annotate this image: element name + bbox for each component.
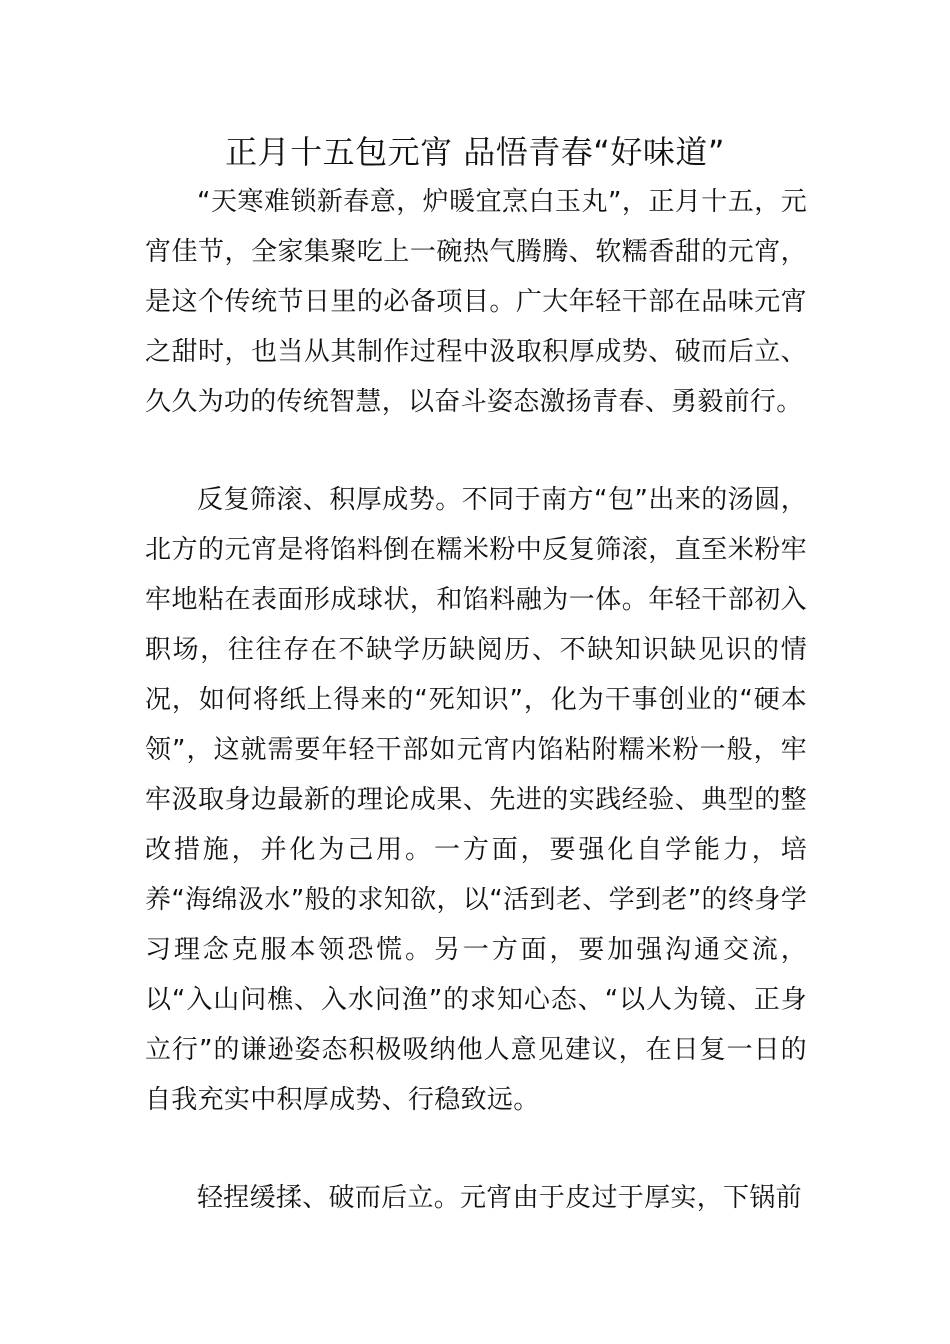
paragraph-section-2: 轻捏缓揉、破而后立。元宵由于皮过于厚实，下锅前: [197, 1183, 802, 1213]
page-title: 正月十五包元宵 品悟青春“好味道”: [225, 133, 725, 171]
paragraph-section-1: 反复筛滚、积厚成势。不同于南方“包”出来的汤圆，北方的元宵是将馅料倒在糯米粉中反复筛滚，直至米粉牢牢地粘在表面形成球状，和馅料融为一体。年轻干部初入职场，往往存在不缺学历缺阅历、不缺知识缺见识的情况，如何将纸上得来的“死知识”，化为干事创业的“硬本领”，这就需要年轻干部如元宵内馅粘附糯米粉一般，牢牢汲取身边最新的理论成果、先进的实践经验、典型的整改措施，并化为己用。一方面，要强化自学能力，培养“海绵汲水”般的求知欲，以“活到老、学到老”的终身学习理念克服本领恐慌。另一方面，要加强沟通交流，以“入山问樵、入水问渔”的求知心态、“以人为镜、正身立行”的谦逊姿态积极吸纳他人意见建议，在日复一日的自我充实中积厚成势、行稳致远。: [145, 485, 807, 1115]
paragraph-intro: “天寒难锁新春意，炉暖宜烹白玉丸”，正月十五，元宵佳节，全家集聚吃上一碗热气腾腾、软糯香甜的元宵，是这个传统节日里的必备项目。广大年轻干部在品味元宵之甜时，也当从其制作过程中汲取积厚成势、破而后立、久久为功的传统智慧，以奋斗姿态激扬青春、勇毅前行。: [145, 187, 807, 417]
